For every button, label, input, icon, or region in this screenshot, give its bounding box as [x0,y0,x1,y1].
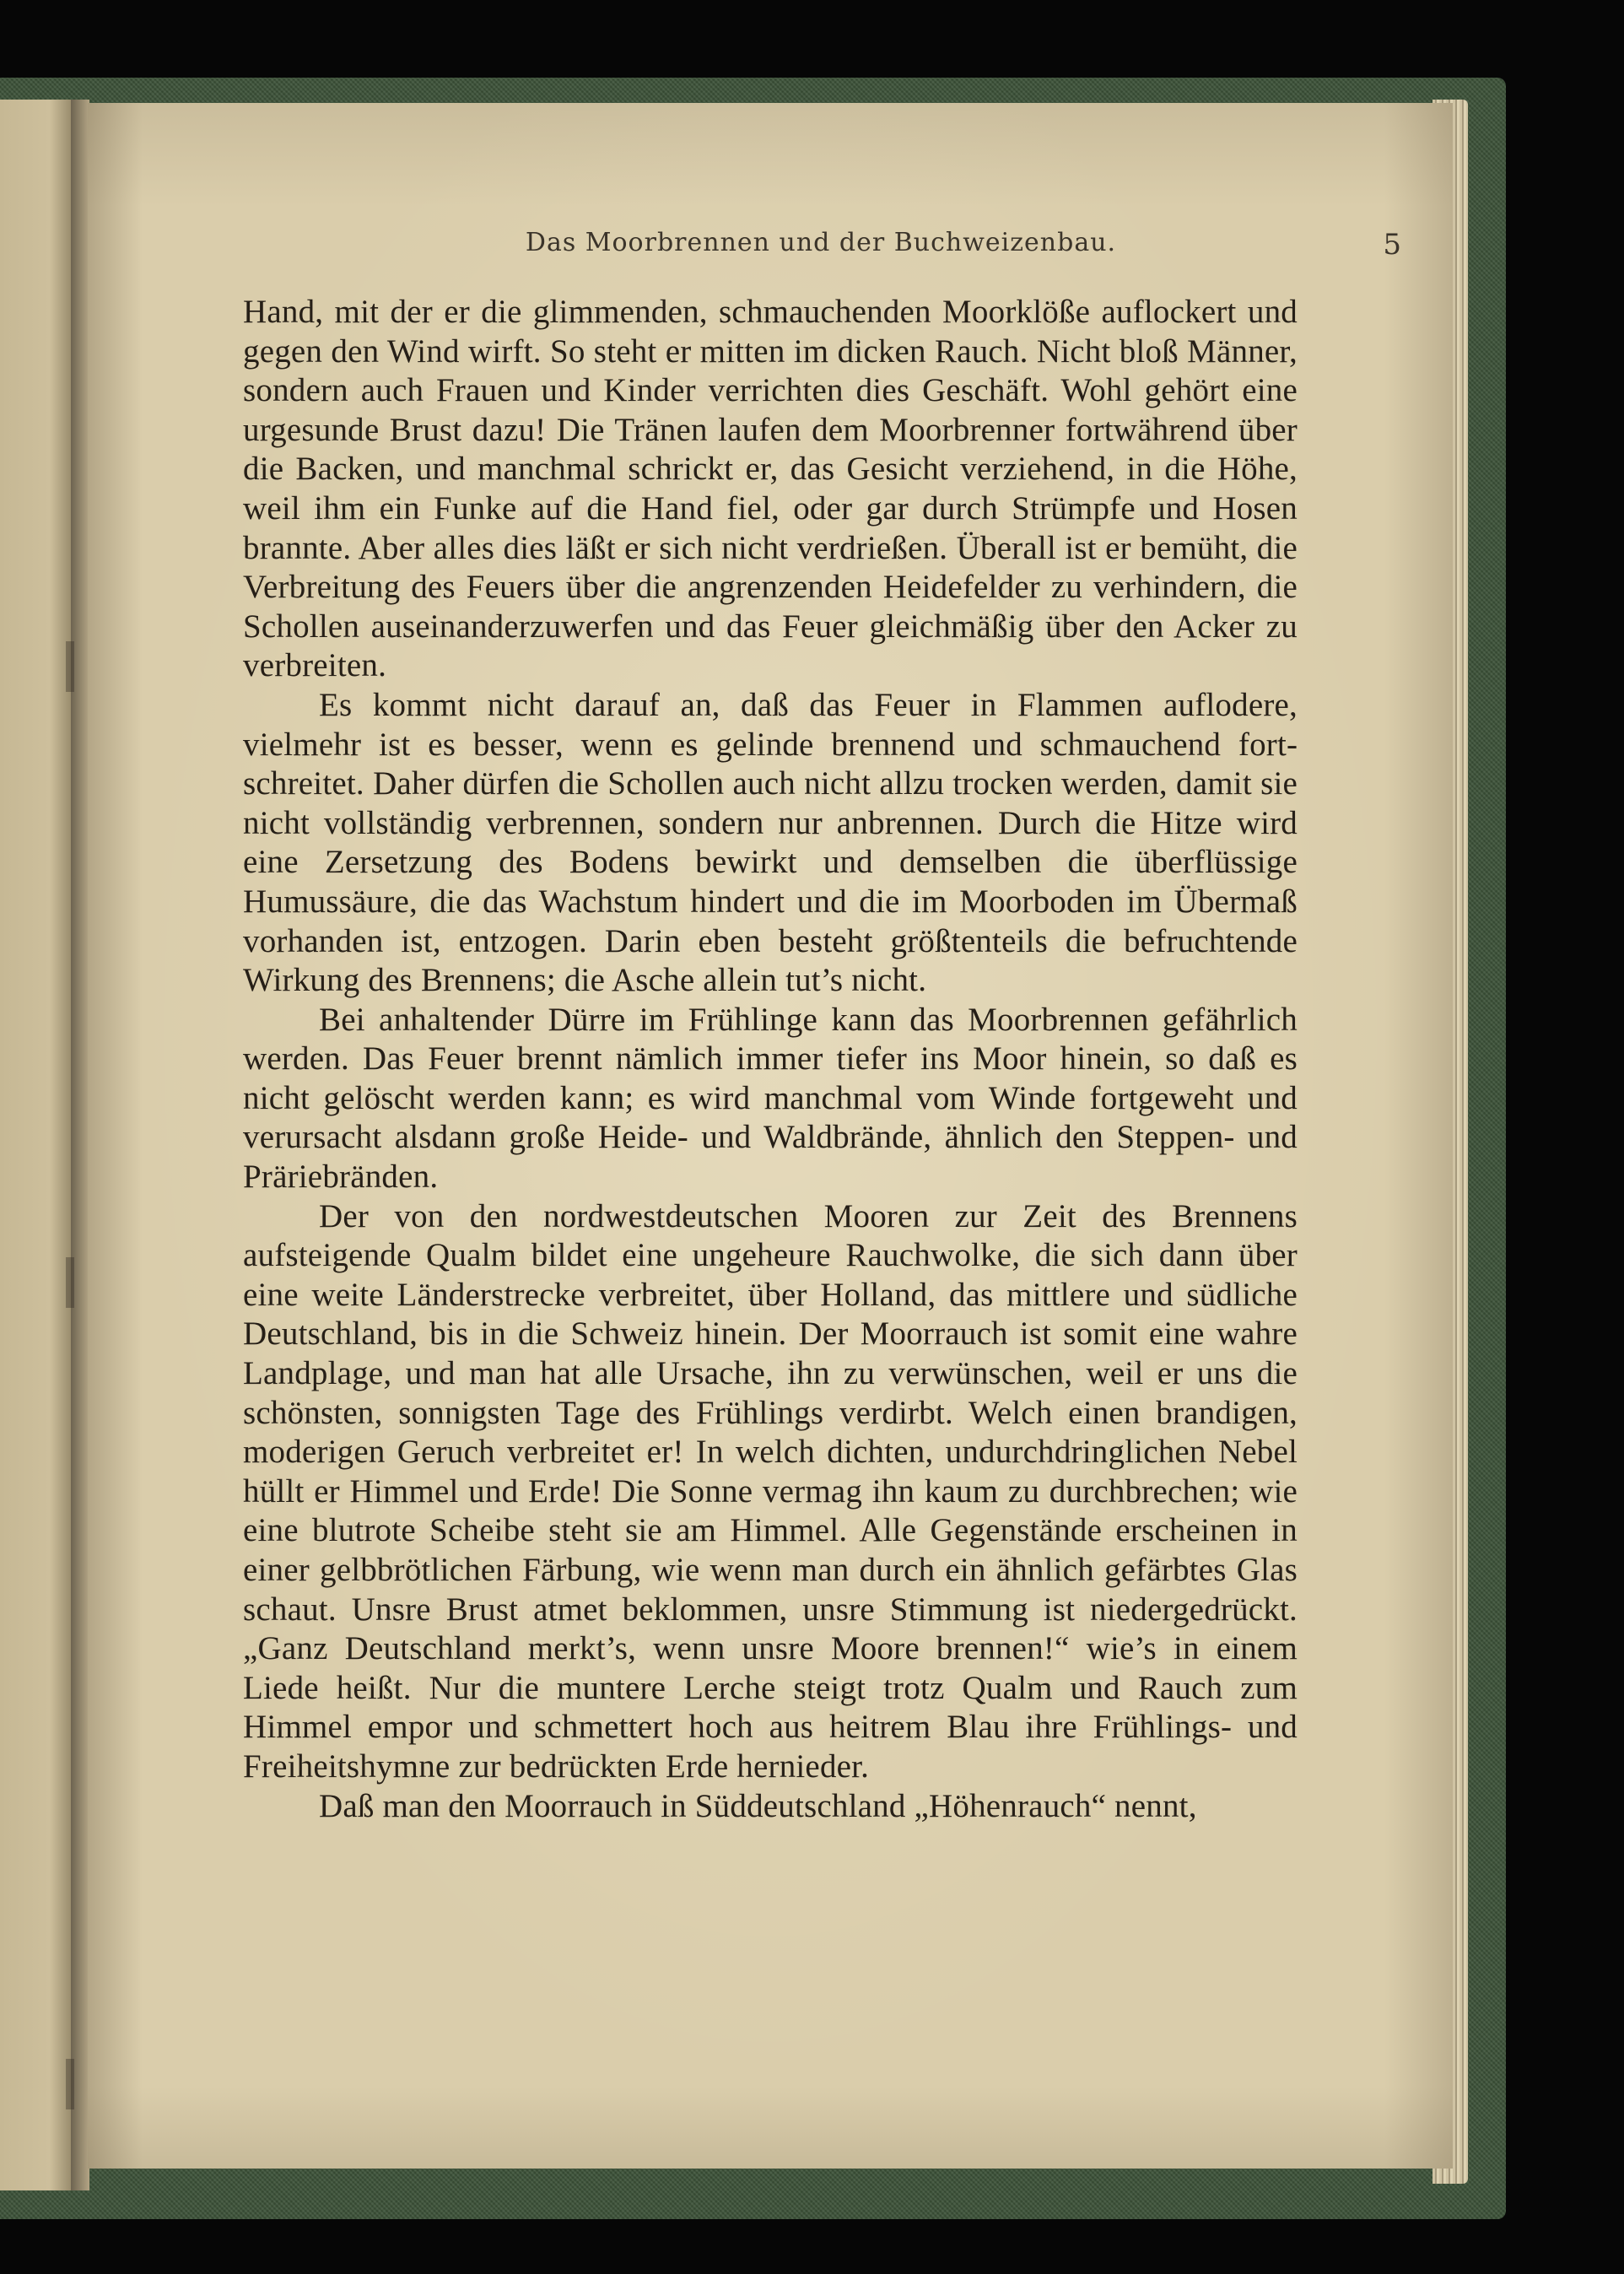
page-body [243,293,1298,1826]
paragraph-2: Es kommt nicht darauf an, daß das Feuer in Flammen auflodere, vielmehr ist es besser, wenn es gelinde brennend und schmauchend fortschreitet. Daher dürfen die Schollen auch nicht allzu trocken werden, damit sie nicht vollständig verbrennen, sondern nur anbrennen. Durch die Hitze wird eine Zersetzung des Bodens bewirkt und demselben die überflüssige Humussäure, die das Wachstum hindert und die im Moorboden im Übermaß vorhanden ist, entzogen. Darin eben besteht größtenteils die befruchtende Wirkung des Brennens; die Asche allein tut’s nicht. [243,686,1298,999]
book-page [88,103,1453,2169]
gutter-shadow [71,100,89,2190]
page-number: 5 [1383,228,1402,262]
paragraph-3: Bei anhaltender Dürre im Frühlinge kann das Moorbrennen gefährlich werden. Das Feuer brennt nämlich immer tiefer ins Moor hinein, so daß es nicht gelöscht werden kann; es wird manchmal vom Winde fortgeweht und verursacht alsdann große Heide- und Waldbrände, ähnlich den Steppen- und Präriebränden. [243,1001,1298,1196]
running-title: Das Moorbrennen und der Buchweizenbau. [525,228,1117,257]
binding-stitch [66,1257,74,1308]
paragraph-1: Hand, mit der er die glimmenden, schmauchenden Moorklöße auflockert und gegen den Wind wirft. So steht er mitten im dicken Rauch. Nicht bloß Männer, sondern auch Frauen und Kinder verrichten dies Geschäft. Wohl gehört eine urgesunde Brust dazu! Die Tränen laufen dem Moorbrenner fortwährend über die Backen, und manchmal schrickt er, das Gesicht verziehend, in die Höhe, weil ihm ein Funke auf die Hand fiel, oder gar durch Strümpfe und Hosen brannte. Aber alles dies läßt er sich nicht verdrießen. Überall ist er bemüht, die Verbreitung des Feuers über die angrenzenden Heidefelder zu verhindern, die Schollen auseinanderzuwerfen und das Feuer gleichmäßig über den Acker zu verbreiten. [243,294,1298,684]
paragraph-4: Der von den nordwestdeutschen Mooren zur Zeit des Brennens aufsteigende Qualm bildet eine ungeheure Rauchwolke, die sich dann über eine weite Länderstrecke verbreitet, über Holland, das mittlere und südliche Deutschland, bis in die Schweiz hinein. Der Moorrauch ist somit eine wahre Landplage, und man hat alle Ursache, ihn zu verwünschen, weil er uns die schönsten, sonnigsten Tage des Frühlings verdirbt. Welch einen brandigen, moderigen Geruch verbreitet er! In welch dichten, undurchdringlichen Nebel hüllt er Himmel und Erde! Die Sonne vermag ihn kaum zu durchbrechen; wie eine blutrote Scheibe steht sie am Himmel. Alle Gegenstände erscheinen in einer gelbbrötlichen Färbung, wie wenn man durch ein ähnlich gefärbtes Glas schaut. Unsre Brust atmet beklommen, unsre Stimmung ist niedergedrückt. „Ganz Deutschland merkt’s, wenn unsre Moore brennen!“ wie’s in einem Liede heißt. Nur die muntere Lerche steigt trotz Qualm und Rauch zum Himmel empor und schmettert hoch aus heitrem Blau ihre Frühlings- und Freiheitshymne zur bedrückten Erde hernieder. [243,1197,1298,1785]
binding-stitch [66,2059,74,2109]
binding-stitch [66,641,74,692]
left-page-edge [0,100,71,2190]
paragraph-5: Daß man den Moorrauch in Süddeutschland „Höhenrauch“ nennt, [319,1787,1197,1824]
